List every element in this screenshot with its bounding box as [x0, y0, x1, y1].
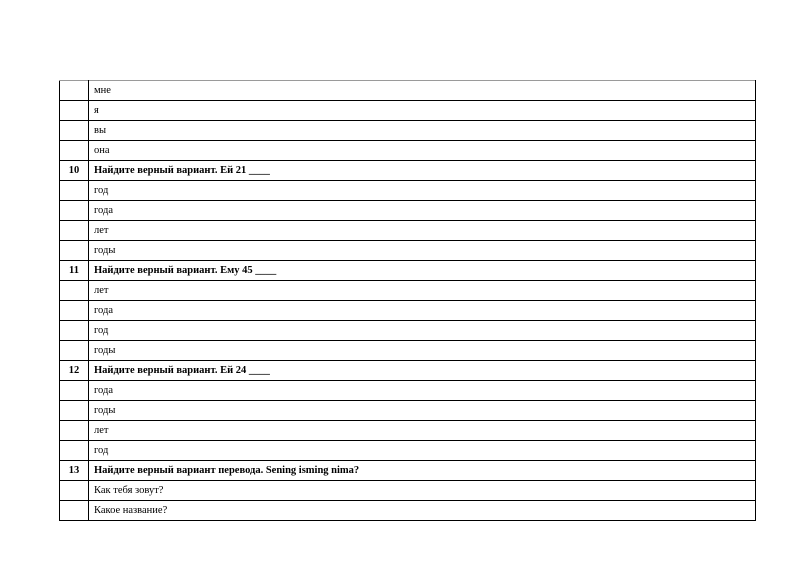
quiz-table	[59, 80, 756, 521]
answer-option-text: годы	[89, 401, 756, 421]
answer-option-text: она	[89, 141, 756, 161]
answer-option-text: года	[89, 301, 756, 321]
empty-number-cell	[60, 381, 89, 401]
answer-option-row	[60, 301, 756, 321]
empty-number-cell	[60, 401, 89, 421]
question-row	[60, 161, 756, 181]
question-row	[60, 361, 756, 381]
answer-option-text: вы	[89, 121, 756, 141]
answer-option-text: годы	[89, 341, 756, 361]
question-number: 10	[60, 161, 89, 181]
answer-option-text: лет	[89, 421, 756, 441]
answer-option-row	[60, 101, 756, 121]
answer-option-row	[60, 441, 756, 461]
question-number: 12	[60, 361, 89, 381]
answer-option-text: мне	[89, 81, 756, 101]
question-number: 11	[60, 261, 89, 281]
empty-number-cell	[60, 341, 89, 361]
answer-option-row	[60, 381, 756, 401]
answer-option-row	[60, 221, 756, 241]
answer-option-row	[60, 281, 756, 301]
answer-option-row	[60, 341, 756, 361]
empty-number-cell	[60, 441, 89, 461]
empty-number-cell	[60, 421, 89, 441]
answer-option-row	[60, 181, 756, 201]
empty-number-cell	[60, 201, 89, 221]
answer-option-row	[60, 201, 756, 221]
answer-option-row	[60, 401, 756, 421]
question-number: 13	[60, 461, 89, 481]
answer-option-text: лет	[89, 281, 756, 301]
question-text: Найдите верный вариант. Ей 24 ____	[89, 361, 756, 381]
empty-number-cell	[60, 121, 89, 141]
answer-option-row	[60, 241, 756, 261]
answer-option-row	[60, 81, 756, 101]
empty-number-cell	[60, 181, 89, 201]
answer-option-text: Какое название?	[89, 501, 756, 521]
answer-option-row	[60, 481, 756, 501]
empty-number-cell	[60, 101, 89, 121]
answer-option-text: год	[89, 321, 756, 341]
answer-option-text: года	[89, 381, 756, 401]
question-row	[60, 261, 756, 281]
quiz-table-body	[60, 81, 756, 521]
empty-number-cell	[60, 321, 89, 341]
answer-option-row	[60, 121, 756, 141]
answer-option-text: лет	[89, 221, 756, 241]
answer-option-row	[60, 141, 756, 161]
empty-number-cell	[60, 501, 89, 521]
question-text: Найдите верный вариант перевода. Sening isming nima?	[89, 461, 756, 481]
question-text: Найдите верный вариант. Ей 21 ____	[89, 161, 756, 181]
empty-number-cell	[60, 281, 89, 301]
empty-number-cell	[60, 241, 89, 261]
empty-number-cell	[60, 141, 89, 161]
answer-option-row	[60, 501, 756, 521]
answer-option-row	[60, 321, 756, 341]
answer-option-text: года	[89, 201, 756, 221]
answer-option-text: годы	[89, 241, 756, 261]
answer-option-text: я	[89, 101, 756, 121]
answer-option-text: Как тебя зовут?	[89, 481, 756, 501]
answer-option-row	[60, 421, 756, 441]
empty-number-cell	[60, 221, 89, 241]
answer-option-text: год	[89, 181, 756, 201]
question-text: Найдите верный вариант. Ему 45 ____	[89, 261, 756, 281]
empty-number-cell	[60, 301, 89, 321]
empty-number-cell	[60, 481, 89, 501]
empty-number-cell	[60, 81, 89, 101]
question-row	[60, 461, 756, 481]
answer-option-text: год	[89, 441, 756, 461]
